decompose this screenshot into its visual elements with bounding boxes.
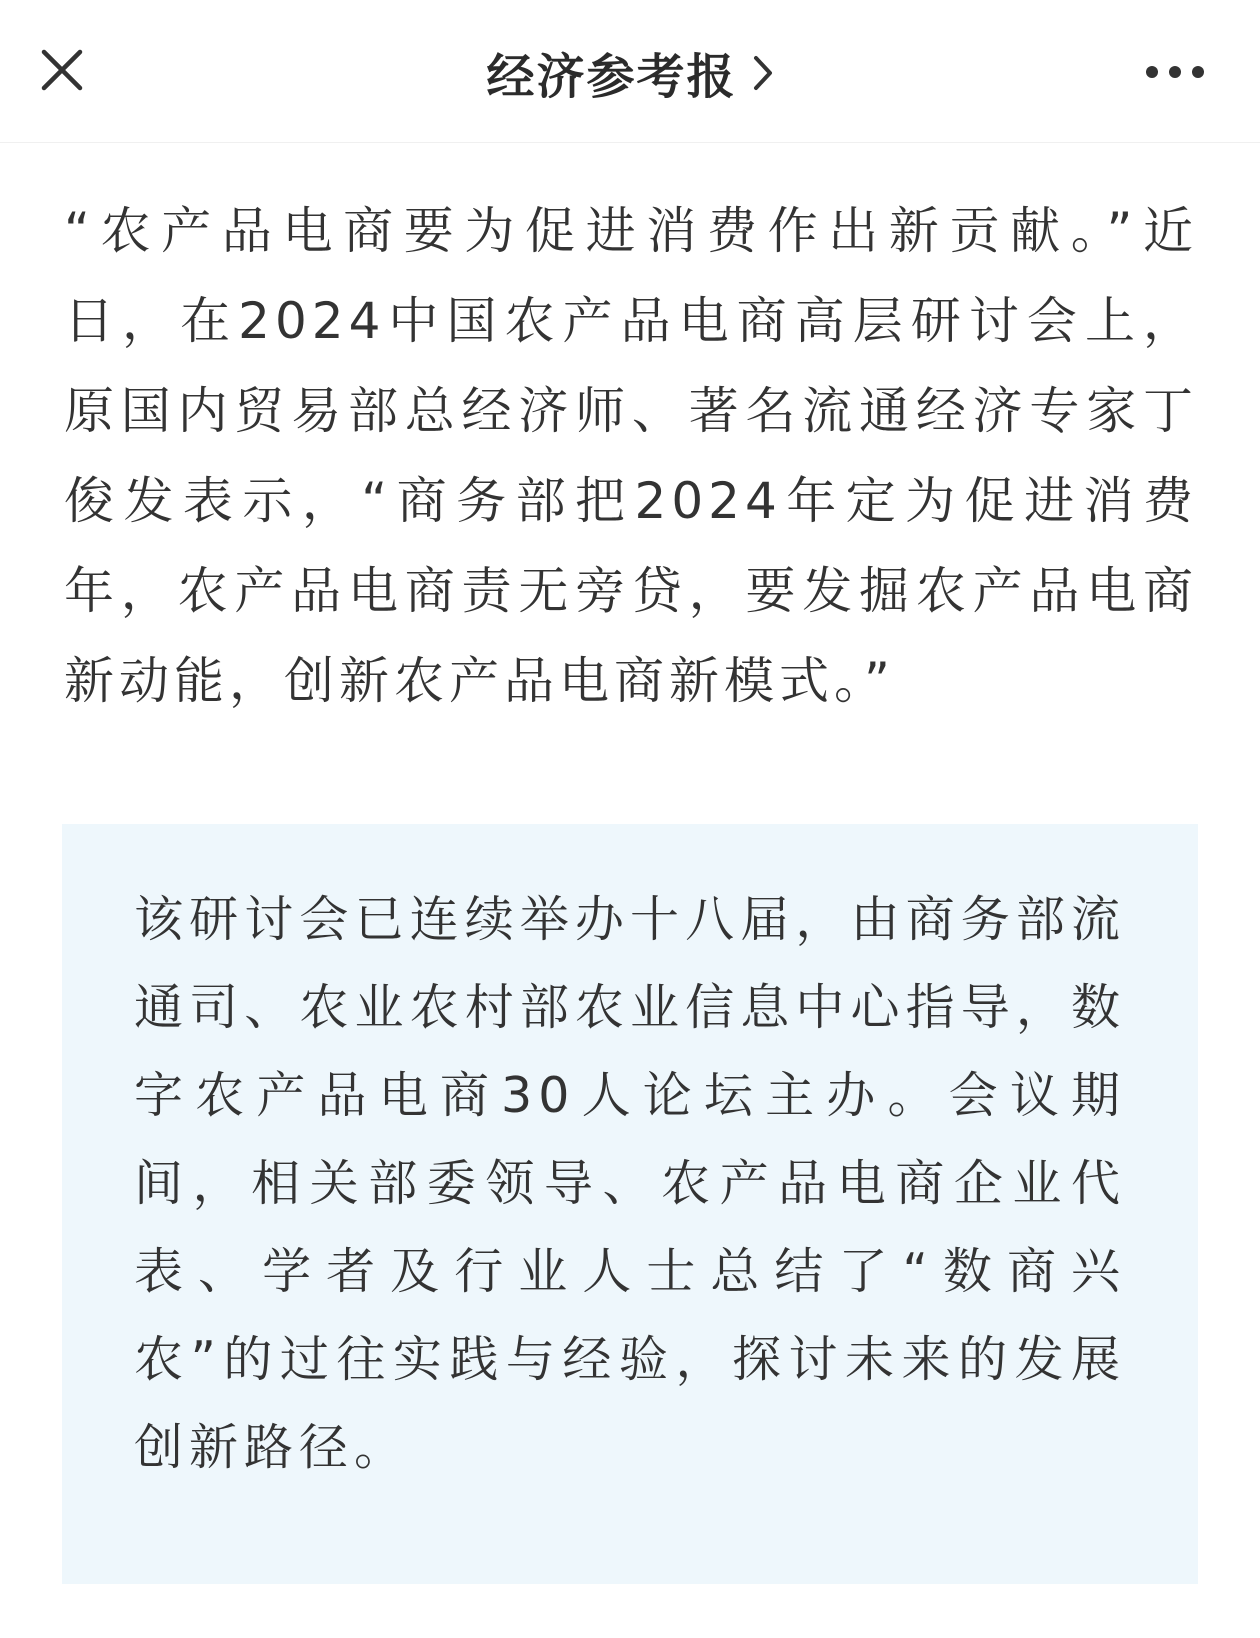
top-bar — [0, 0, 1260, 143]
quote-block — [62, 824, 1198, 1584]
article-paragraph: “农产品电商要为促进消费作出新贡献。”近日，在2024中国农产品电商高层研讨会上，原国内贸易部总经济师、著名流通经济专家丁俊发表示，“商务部把2024年定为促进消费年，农产品电商责无旁贷，要发掘农产品电商新动能，创新农产品电商新模式。” — [64, 202, 1198, 710]
quote-text: 该研讨会已连续举办十八届，由商务部流通司、农业农村部农业信息中心指导，数字农产品电商30人论坛主办。会议期间，相关部委领导、农产品电商企业代表、学者及行业人士总结了“数商兴农”的过往实践与经验，探讨未来的发展创新路径。 — [134, 891, 1126, 1476]
account-title: 经济参考报 — [486, 49, 737, 105]
more-horizontal-icon — [1145, 65, 1205, 79]
more-button[interactable] — [1130, 44, 1220, 100]
chevron-right-icon — [752, 54, 774, 92]
account-title-link[interactable] — [0, 38, 1260, 107]
